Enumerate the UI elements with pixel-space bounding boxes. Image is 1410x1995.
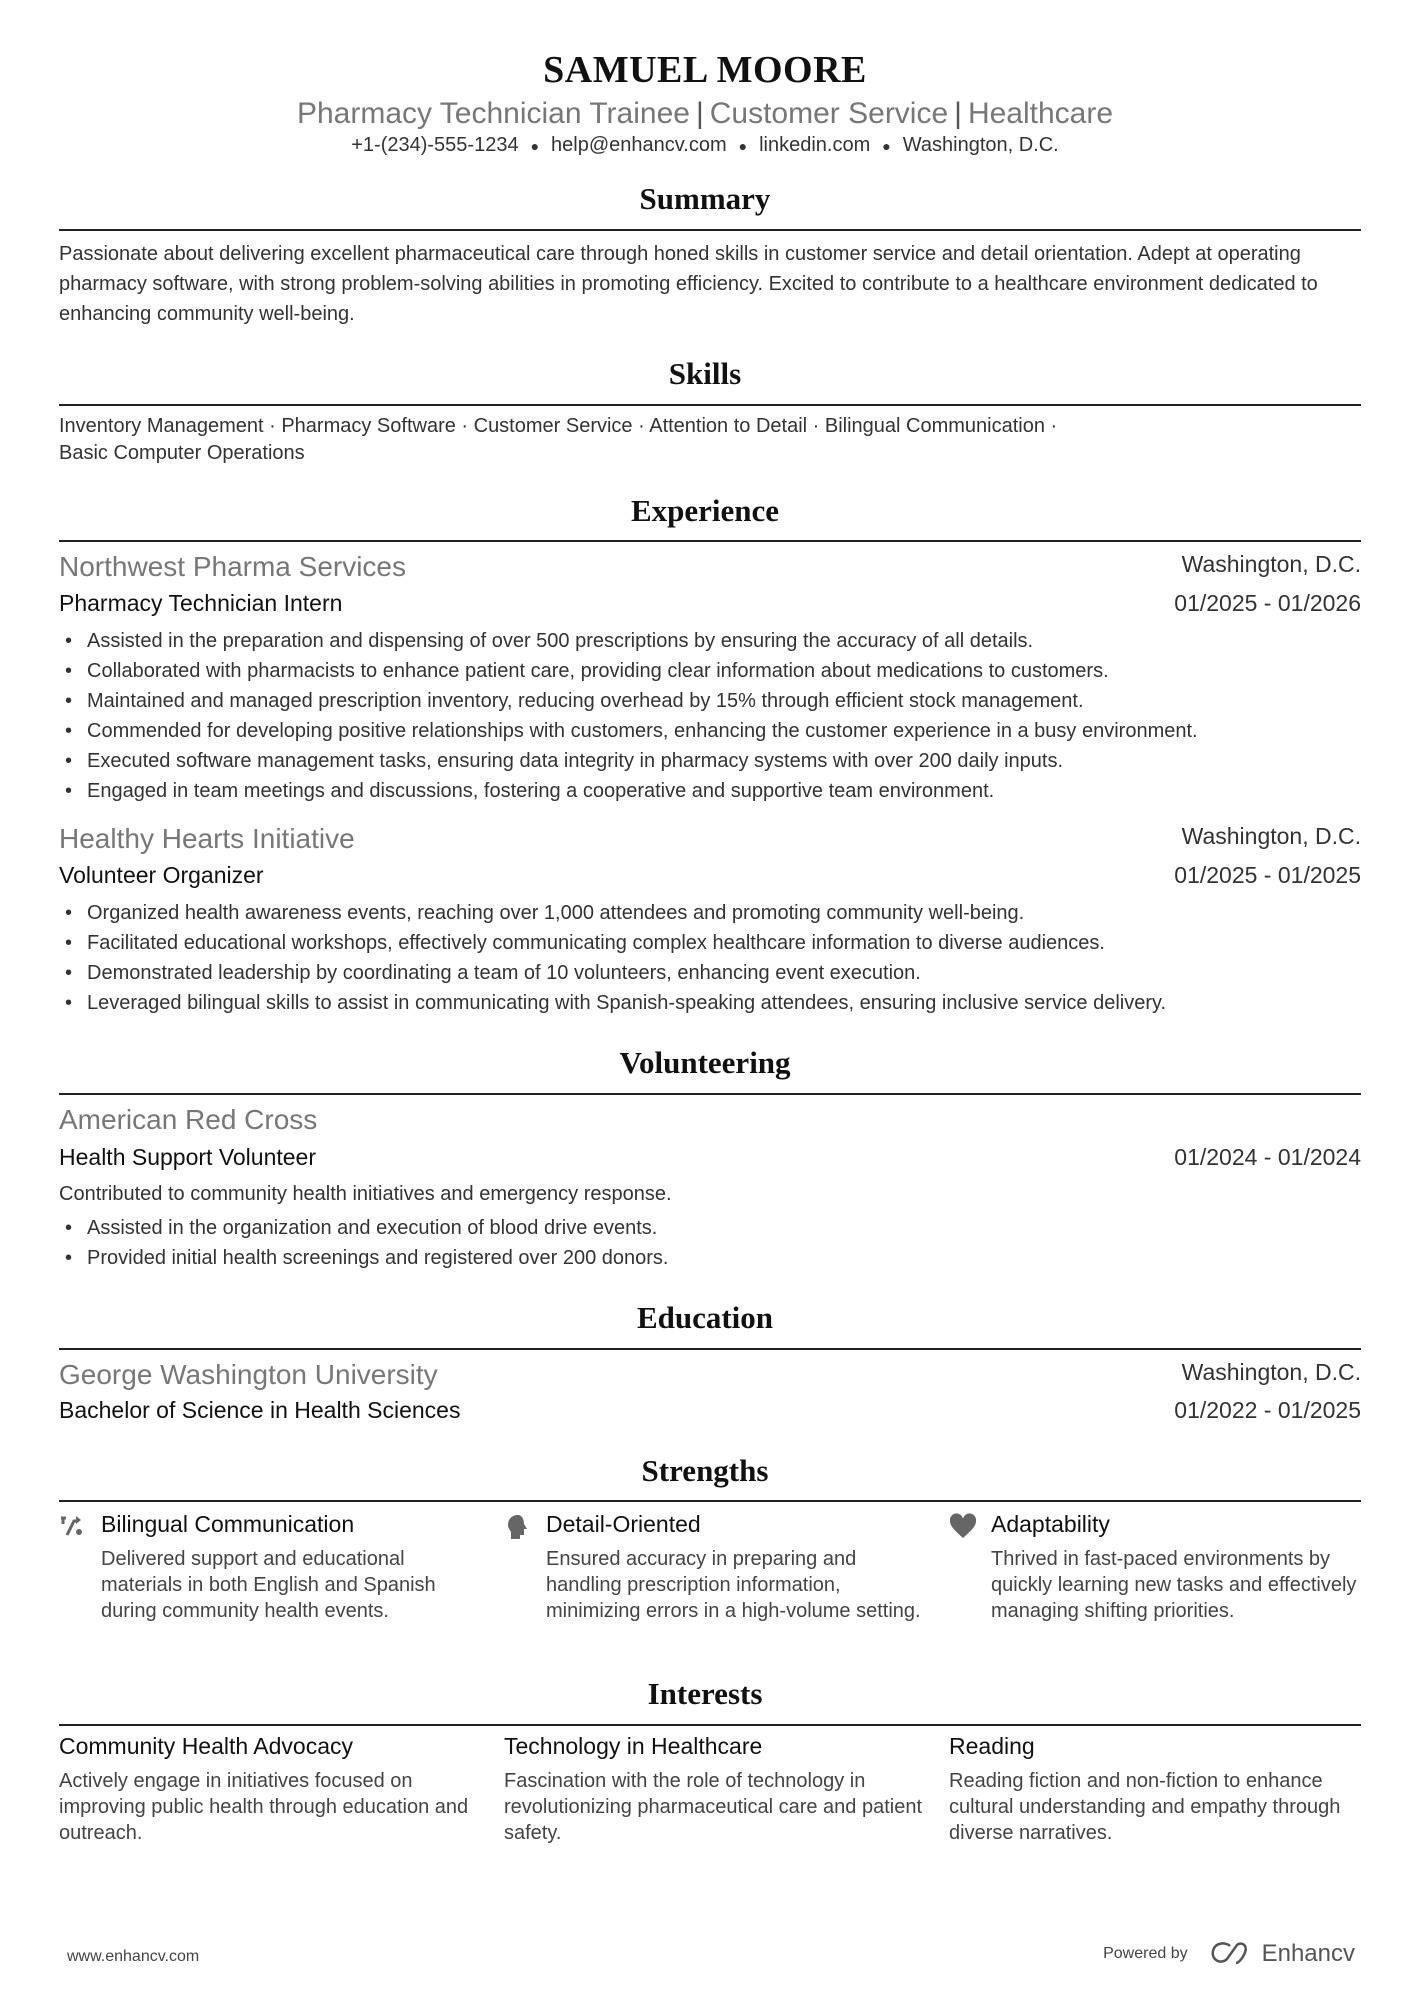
- education-dates: 01/2022 - 01/2025: [1174, 1397, 1361, 1423]
- strength-item: [504, 1511, 924, 1624]
- separator: |: [954, 97, 962, 130]
- contact-info: [0, 134, 1410, 157]
- section-heading-interests: Interests: [647, 1676, 763, 1711]
- enhancv-logo[interactable]: [1210, 1940, 1355, 1968]
- list-item: • Facilitated educational workshops, effectively communicating complex healthcare information to diverse audiences.: [59, 928, 1361, 958]
- headline-title: Pharmacy Technician Trainee: [296, 97, 690, 130]
- brand-name: Enhancv: [1261, 1940, 1355, 1967]
- linkedin-link[interactable]: linkedin.com: [759, 134, 871, 156]
- divider: [59, 404, 1361, 406]
- interest-title: Community Health Advocacy: [59, 1733, 354, 1759]
- job-bullets: [59, 898, 1361, 1018]
- strength-title: Bilingual Communication: [101, 1511, 355, 1537]
- company-name: Northwest Pharma Services: [59, 551, 407, 582]
- job-role: Volunteer Organizer: [59, 862, 264, 888]
- strength-description: Ensured accuracy in preparing and handling prescription information, minimizing errors in a high-volume setting.: [546, 1548, 921, 1622]
- strength-title: Detail-Oriented: [546, 1511, 701, 1537]
- divider: [59, 1724, 1361, 1726]
- volunteer-bullets: [59, 1213, 1361, 1273]
- list-item: • Provided initial health screenings and registered over 200 donors.: [59, 1243, 1361, 1273]
- bullet-icon: ●: [882, 137, 891, 154]
- heart-icon: [949, 1513, 977, 1541]
- list-item: • Executed software management tasks, ensuring data integrity in pharmacy systems with over 200 daily inputs.: [59, 746, 1361, 776]
- powered-by: [1103, 1940, 1355, 1968]
- job-bullets: [59, 626, 1361, 806]
- list-item: • Organized health awareness events, reaching over 1,000 attendees and promoting community well-being.: [59, 898, 1361, 928]
- volunteer-dates: 01/2024 - 01/2024: [1174, 1144, 1361, 1170]
- section-heading-volunteering: Volunteering: [619, 1045, 791, 1080]
- phone[interactable]: +1-(234)-555-1234: [351, 134, 519, 156]
- headline: [0, 97, 1410, 131]
- skills-line: Inventory Management · Pharmacy Software · Customer Service · Attention to Detail · Bilingual Communication ·: [59, 415, 1058, 437]
- volunteer-role: Health Support Volunteer: [59, 1144, 317, 1170]
- organization-name: American Red Cross: [59, 1104, 318, 1135]
- divider: [59, 1093, 1361, 1095]
- powered-by-label: Powered by: [1103, 1945, 1188, 1962]
- interest-title: Technology in Healthcare: [504, 1733, 763, 1759]
- divider: [59, 229, 1361, 231]
- enhancv-logo-icon: [1210, 1941, 1254, 1967]
- divider: [59, 540, 1361, 542]
- interest-description: Actively engage in initiatives focused on improving public health through education and outreach.: [59, 1770, 469, 1844]
- degree: Bachelor of Science in Health Sciences: [59, 1397, 461, 1423]
- list-item: • Maintained and managed prescription inventory, reducing overhead by 15% through efficient stock management.: [59, 686, 1361, 716]
- interest-item: [949, 1733, 1369, 1846]
- bullet-icon: ●: [530, 137, 540, 154]
- headline-title: Healthcare: [967, 97, 1114, 130]
- interest-item: [504, 1733, 924, 1846]
- list-item: • Assisted in the organization and execution of blood drive events.: [59, 1213, 1361, 1243]
- headline-title: Customer Service: [709, 97, 949, 130]
- location: Washington, D.C.: [902, 134, 1059, 156]
- head-icon: [504, 1513, 532, 1541]
- list-item: • Leveraged bilingual skills to assist in communicating with Spanish-speaking attendees, ensuring inclusive service delivery.: [59, 988, 1361, 1018]
- strength-item: [59, 1511, 479, 1624]
- email[interactable]: help@enhancv.com: [551, 134, 727, 156]
- list-item: • Engaged in team meetings and discussions, fostering a cooperative and supportive team environment.: [59, 776, 1361, 806]
- job-location: Washington, D.C.: [1181, 823, 1361, 849]
- list-item: • Assisted in the preparation and dispensing of over 500 prescriptions by ensuring the accuracy of all details.: [59, 626, 1361, 656]
- interest-item: [59, 1733, 479, 1846]
- interest-description: Reading fiction and non-fiction to enhance cultural understanding and empathy through diverse narratives.: [949, 1770, 1341, 1844]
- strength-item: [949, 1511, 1369, 1624]
- bullet-icon: ●: [738, 137, 748, 154]
- divider: [59, 1348, 1361, 1350]
- job-role: Pharmacy Technician Intern: [59, 590, 343, 616]
- list-item: • Demonstrated leadership by coordinating a team of 10 volunteers, enhancing event execution.: [59, 958, 1361, 988]
- strength-description: Thrived in fast-paced environments by quickly learning new tasks and effectively managing shifting priorities.: [991, 1548, 1357, 1622]
- interest-title: Reading: [949, 1733, 1035, 1759]
- summary-text: Passionate about delivering excellent pharmaceutical care through honed skills in customer service and detail orientation. Adept at operating pharmacy software, with strong problem-solving abilities in promoting efficiency. Excited to contribute to a healthcare environment dedicated to enhancing community well-being.: [59, 243, 1318, 325]
- translate-icon: [59, 1513, 87, 1541]
- strength-description: Delivered support and educational materials in both English and Spanish during community health events.: [101, 1548, 436, 1622]
- school-location: Washington, D.C.: [1181, 1359, 1361, 1385]
- section-heading-experience: Experience: [630, 493, 780, 528]
- skills-list: [59, 413, 1361, 467]
- separator: |: [695, 97, 704, 130]
- strength-title: Adaptability: [991, 1511, 1110, 1537]
- list-item: • Commended for developing positive relationships with customers, enhancing the customer experience in a busy environment.: [59, 716, 1361, 746]
- website-link[interactable]: www.enhancv.com: [67, 1948, 200, 1965]
- job-dates: 01/2025 - 01/2026: [1174, 590, 1361, 616]
- company-name: Healthy Hearts Initiative: [59, 823, 355, 854]
- list-item: • Collaborated with pharmacists to enhance patient care, providing clear information about medications to customers.: [59, 656, 1361, 686]
- volunteer-description: Contributed to community health initiatives and emergency response.: [59, 1183, 672, 1205]
- section-heading-strengths: Strengths: [641, 1453, 769, 1488]
- school-name: George Washington University: [59, 1359, 438, 1390]
- skills-line: Basic Computer Operations: [59, 442, 305, 464]
- candidate-name: SAMUEL MOORE: [543, 49, 867, 91]
- job-dates: 01/2025 - 01/2025: [1174, 862, 1361, 888]
- interest-description: Fascination with the role of technology in revolutionizing pharmaceutical care and patient safety.: [504, 1770, 923, 1844]
- section-heading-summary: Summary: [639, 181, 771, 216]
- section-heading-skills: Skills: [668, 356, 742, 391]
- job-location: Washington, D.C.: [1181, 551, 1361, 577]
- section-heading-education: Education: [636, 1300, 774, 1335]
- divider: [59, 1500, 1361, 1502]
